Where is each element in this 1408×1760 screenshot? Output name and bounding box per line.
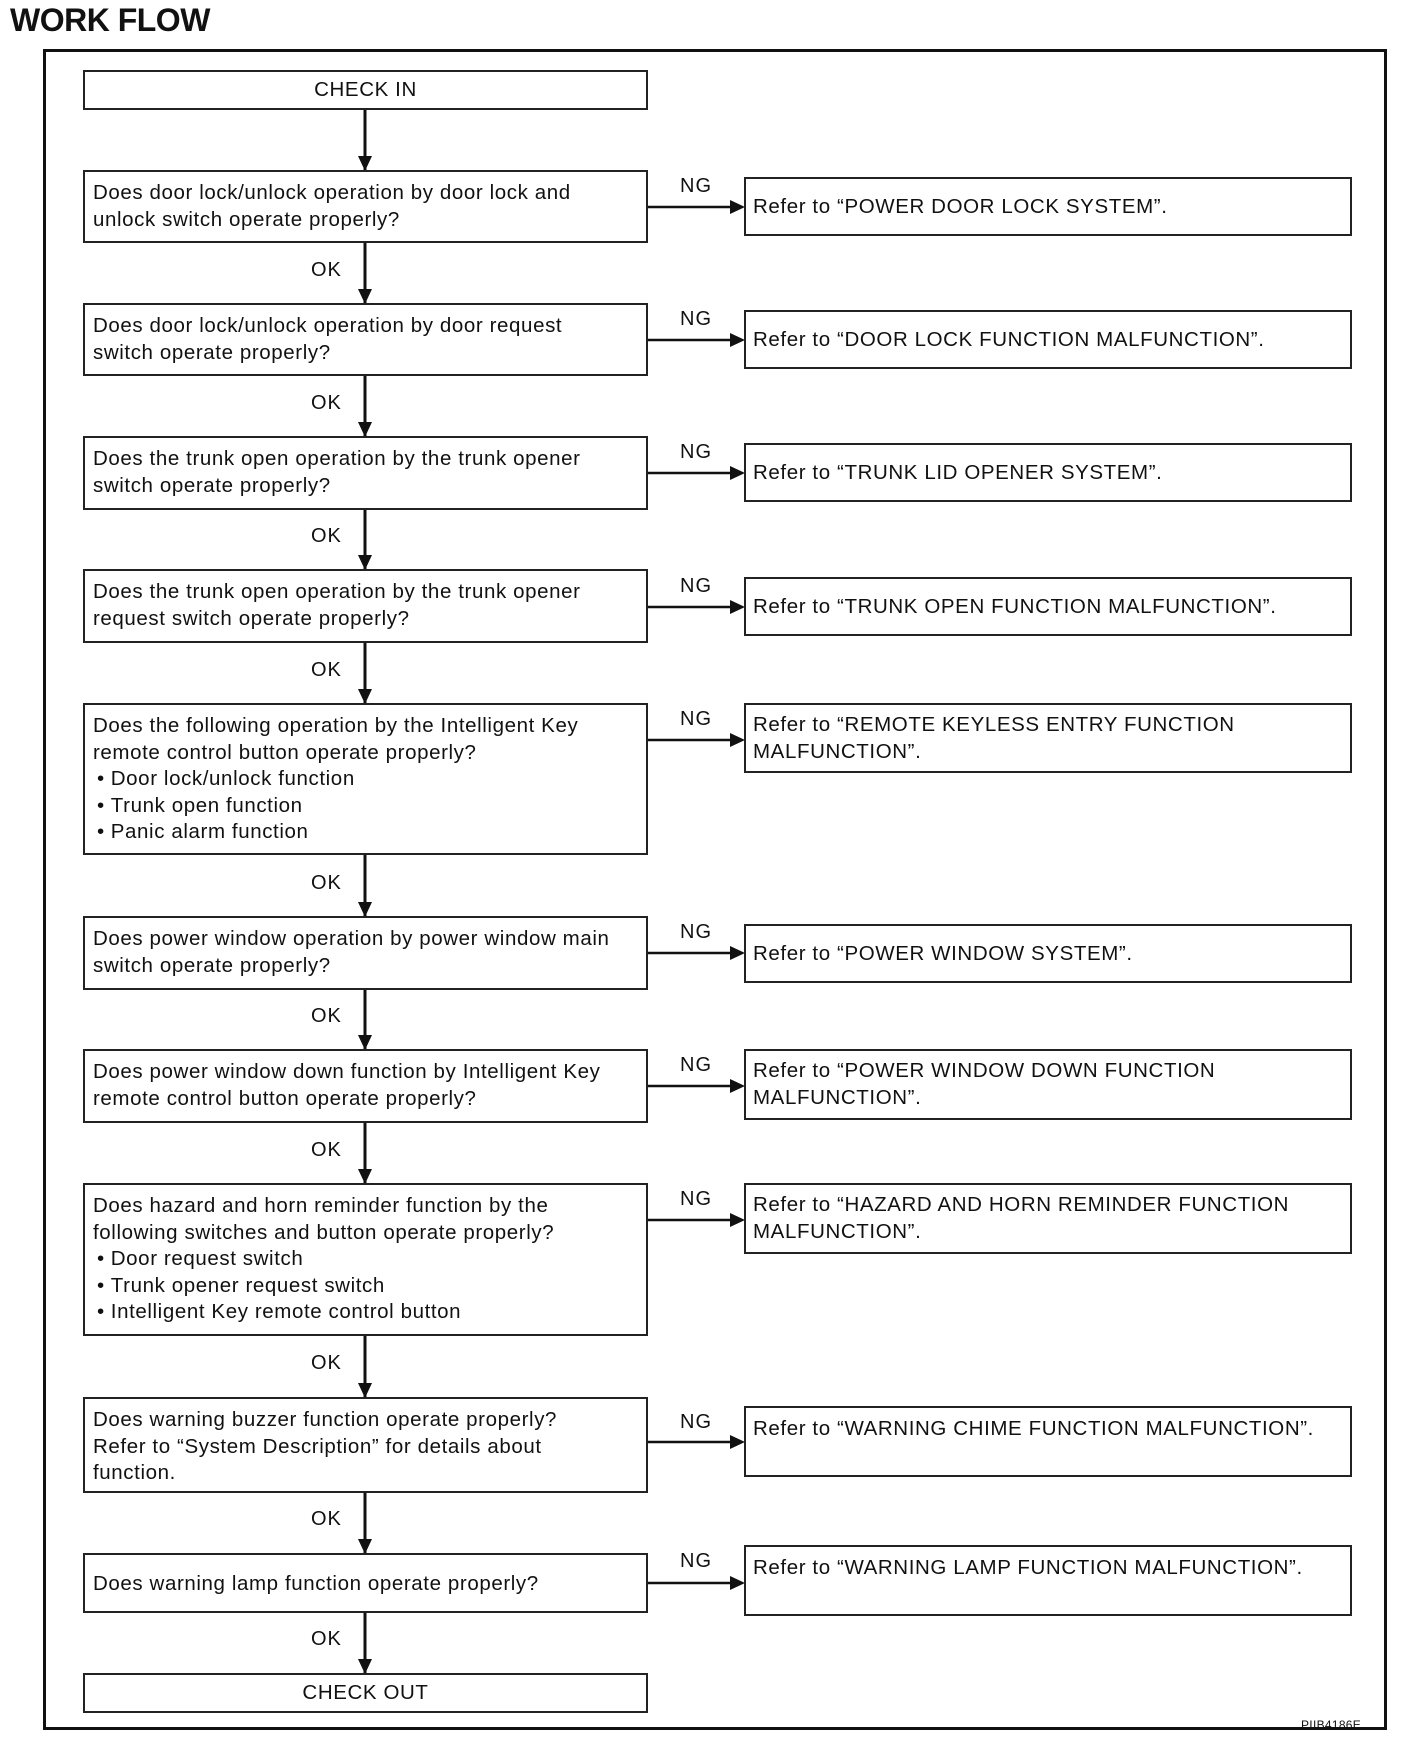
refer-text: Refer to “POWER WINDOW SYSTEM”. <box>753 942 1133 965</box>
arrowhead <box>730 600 745 614</box>
arrowhead <box>730 1213 745 1227</box>
check-in-box <box>83 70 648 110</box>
ng-label: NG <box>680 708 712 730</box>
question-text: Does warning buzzer function operate properly? Refer to “System Description” for details about function. <box>93 1408 558 1484</box>
ok-label: OK <box>311 872 342 894</box>
refer-text: Refer to “DOOR LOCK FUNCTION MALFUNCTION”. <box>753 328 1265 351</box>
question-box <box>83 436 648 510</box>
ng-label: NG <box>680 1054 712 1076</box>
arrowhead <box>730 333 745 347</box>
refer-box <box>744 443 1352 502</box>
arrowhead <box>730 1435 745 1449</box>
question-box <box>83 303 648 376</box>
arrowhead <box>730 466 745 480</box>
question-box <box>83 916 648 990</box>
figure-code: PIIB4186E <box>1301 1718 1362 1732</box>
refer-box <box>744 924 1352 983</box>
question-text: Does hazard and horn reminder function by the following switches and button operate properly? <box>93 1194 555 1244</box>
question-text: Does power window down function by Intelligent Key remote control button operate properly? <box>93 1060 601 1110</box>
arrowhead <box>358 555 372 570</box>
page-title: WORK FLOW <box>10 2 210 38</box>
check-in-label: CHECK IN <box>314 78 417 101</box>
arrowhead <box>358 422 372 437</box>
arrowhead <box>358 1383 372 1398</box>
refer-text: Refer to “WARNING LAMP FUNCTION MALFUNCTION”. <box>753 1556 1303 1579</box>
question-text: Does power window operation by power window main switch operate properly? <box>93 927 610 977</box>
question-box <box>83 1553 648 1613</box>
ng-label: NG <box>680 575 712 597</box>
arrowhead <box>730 946 745 960</box>
ng-label: NG <box>680 175 712 197</box>
bullet-item: • Intelligent Key remote control button <box>97 1299 640 1326</box>
bullet-item: • Trunk open function <box>97 793 640 820</box>
bullet-list <box>93 1246 640 1326</box>
refer-box <box>744 1406 1352 1477</box>
check-out-box <box>83 1673 648 1713</box>
refer-box <box>744 1183 1352 1254</box>
refer-box <box>744 310 1352 369</box>
ok-label: OK <box>311 1352 342 1374</box>
ng-label: NG <box>680 1550 712 1572</box>
arrowhead <box>358 1659 372 1674</box>
arrowhead <box>730 1576 745 1590</box>
bullet-item: • Trunk opener request switch <box>97 1273 640 1300</box>
refer-box <box>744 177 1352 236</box>
arrowhead <box>358 156 372 171</box>
question-box <box>83 1183 648 1336</box>
bullet-item: • Door request switch <box>97 1246 640 1273</box>
question-box <box>83 703 648 855</box>
ok-label: OK <box>311 1508 342 1530</box>
arrowhead <box>358 1035 372 1050</box>
question-text: Does door lock/unlock operation by door request switch operate properly? <box>93 314 563 364</box>
ng-label: NG <box>680 1188 712 1210</box>
ng-label: NG <box>680 308 712 330</box>
bullet-list <box>93 766 640 846</box>
question-text: Does door lock/unlock operation by door lock and unlock switch operate properly? <box>93 181 571 231</box>
refer-text: Refer to “POWER DOOR LOCK SYSTEM”. <box>753 195 1168 218</box>
ng-label: NG <box>680 441 712 463</box>
ok-label: OK <box>311 1628 342 1650</box>
question-text: Does warning lamp function operate properly? <box>93 1572 539 1595</box>
question-box <box>83 569 648 643</box>
ok-label: OK <box>311 659 342 681</box>
ok-label: OK <box>311 525 342 547</box>
arrowhead <box>730 733 745 747</box>
refer-text: Refer to “POWER WINDOW DOWN FUNCTION MALFUNCTION”. <box>753 1059 1216 1109</box>
refer-text: Refer to “REMOTE KEYLESS ENTRY FUNCTION MALFUNCTION”. <box>753 713 1235 763</box>
arrowhead <box>358 1539 372 1554</box>
refer-text: Refer to “TRUNK OPEN FUNCTION MALFUNCTION”. <box>753 595 1277 618</box>
refer-box <box>744 1049 1352 1120</box>
refer-text: Refer to “HAZARD AND HORN REMINDER FUNCTION MALFUNCTION”. <box>753 1193 1290 1243</box>
check-out-label: CHECK OUT <box>302 1681 429 1704</box>
arrowhead <box>358 1169 372 1184</box>
ok-label: OK <box>311 1005 342 1027</box>
refer-text: Refer to “WARNING CHIME FUNCTION MALFUNCTION”. <box>753 1417 1314 1440</box>
arrowhead <box>358 689 372 704</box>
ng-label: NG <box>680 921 712 943</box>
bullet-item: • Door lock/unlock function <box>97 766 640 793</box>
ok-label: OK <box>311 1139 342 1161</box>
arrowhead <box>730 1079 745 1093</box>
arrowhead <box>730 200 745 214</box>
question-box <box>83 1397 648 1493</box>
ng-label: NG <box>680 1411 712 1433</box>
arrowhead <box>358 289 372 304</box>
arrowhead <box>358 902 372 917</box>
ok-label: OK <box>311 392 342 414</box>
refer-text: Refer to “TRUNK LID OPENER SYSTEM”. <box>753 461 1163 484</box>
refer-box <box>744 1545 1352 1616</box>
refer-box <box>744 703 1352 773</box>
question-box <box>83 170 648 243</box>
question-text: Does the trunk open operation by the trunk opener switch operate properly? <box>93 447 581 497</box>
ok-label: OK <box>311 259 342 281</box>
question-text: Does the trunk open operation by the trunk opener request switch operate properly? <box>93 580 581 630</box>
bullet-item: • Panic alarm function <box>97 819 640 846</box>
question-box <box>83 1049 648 1123</box>
refer-box <box>744 577 1352 636</box>
question-text: Does the following operation by the Intelligent Key remote control button operate properly? <box>93 714 579 764</box>
